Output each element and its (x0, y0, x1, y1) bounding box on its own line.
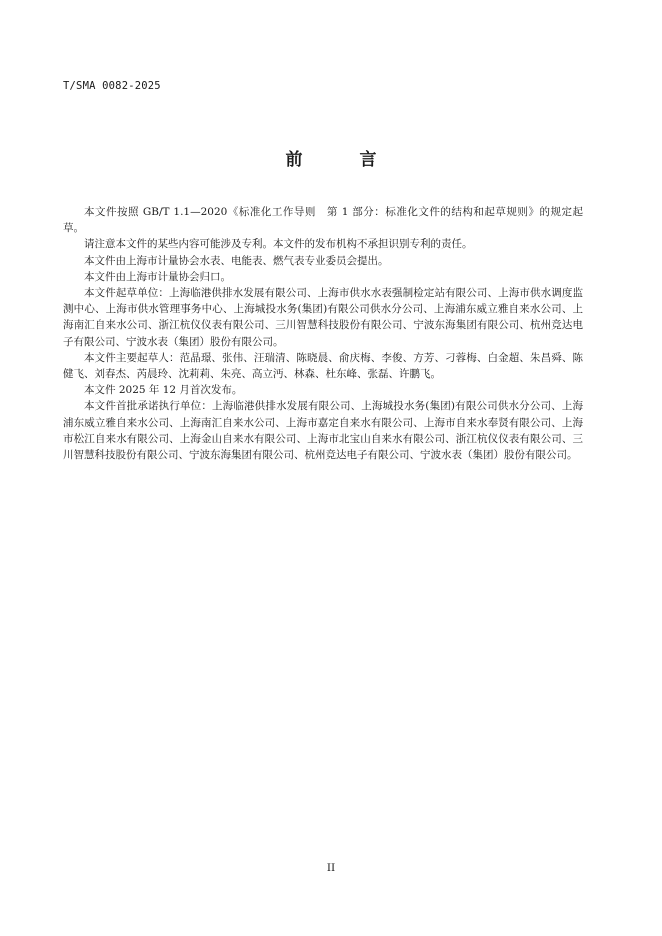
page-title: 前 言 (285, 150, 397, 170)
paragraph-main-drafters: 本文件主要起草人：范晶璟、张伟、汪瑞清、陈晓晨、俞庆梅、李俊、方芳、刁蓉梅、白金超、朱昌舜、陈健飞、刘春杰、芮晨玲、沈莉莉、朱亮、高立沔、林森、杜东峰、张磊、许鹏飞。 (63, 351, 583, 381)
page-number: II (326, 862, 336, 874)
document-code: T/SMA 0082-2025 (63, 80, 161, 92)
paragraph-drafting-units: 本文件起草单位：上海临港供排水发展有限公司、上海市供水水表强制检定站有限公司、上海市供水调度监测中心、上海市供水管理事务中心、上海城投水务(集团)有限公司供水分公司、上海浦东威立雅自来水公司、上海南汇自来水公司、浙江杭仪仪表有限公司、三川智慧科技股份有限公司、宁波东海集团有限公司、杭州竞达电子有限公司、宁波水表（集团）股份有限公司。 (63, 287, 583, 348)
foreword-body (63, 204, 583, 463)
paragraph-committed-units: 本文件首批承诺执行单位：上海临港供排水发展有限公司、上海城投水务(集团)有限公司供水分公司、上海浦东威立雅自来水公司、上海南汇自来水公司、上海市嘉定自来水有限公司、上海市自来水奉贤有限公司、上海市松江自来水有限公司、上海金山自来水有限公司、上海市北宝山自来水有限公司、浙江杭仪仪表有限公司、三川智慧科技股份有限公司、宁波东海集团有限公司、杭州竞达电子有限公司、宁波水表（集团）股份有限公司。 (63, 400, 583, 462)
paragraph-first-release: 本文件 2025 年 12 月首次发布。 (84, 384, 243, 397)
paragraph-centralized-by: 本文件由上海市计量协会归口。 (84, 270, 231, 283)
paragraph-patent-notice: 请注意本文件的某些内容可能涉及专利。本文件的发布机构不承担识别专利的责任。 (84, 238, 473, 251)
paragraph-drafting-rule: 本文件按照 GB/T 1.1—2020《标准化工作导则 第 1 部分：标准化文件的结构和起草规则》的规定起草。 (63, 206, 583, 235)
paragraph-proposer: 本文件由上海市计量协会水表、电能表、燃气表专业委员会提出。 (84, 254, 389, 267)
